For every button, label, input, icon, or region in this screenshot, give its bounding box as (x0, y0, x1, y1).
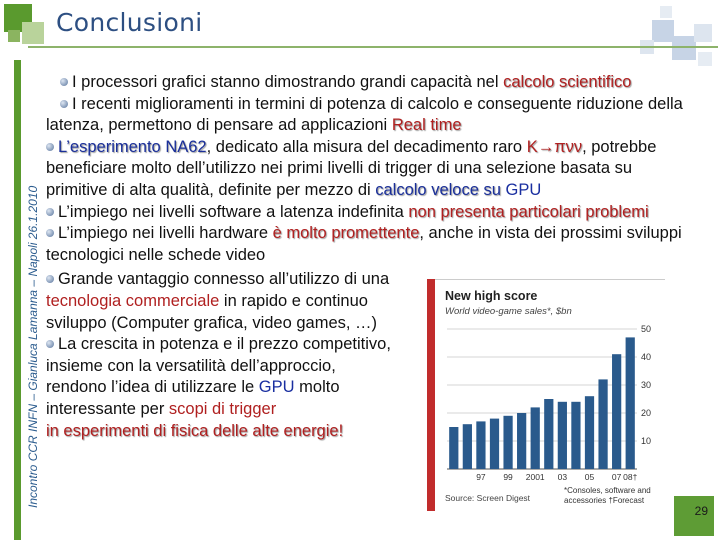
decor-square (8, 30, 20, 42)
highlight-text: non presenta particolari problemi (408, 202, 649, 221)
bullet-icon (46, 340, 54, 348)
decor-square (694, 24, 712, 42)
title-divider (28, 46, 718, 48)
bullet-text: in rapido e continuo sviluppo (Computer grafica, video games, …) (46, 291, 378, 332)
chart-bar (503, 416, 512, 469)
bullet-item (46, 269, 391, 334)
slide-title: Conclusioni (56, 8, 203, 37)
bullet-text: , anche in vista dei prossimi sviluppi tecnologici nelle schede video (46, 224, 682, 264)
chart-plot (427, 279, 665, 511)
highlight-text: calcolo veloce su (375, 180, 501, 199)
highlight-text: scopi di trigger (168, 399, 277, 418)
chart-bar (544, 399, 553, 469)
chart-bar (463, 424, 472, 469)
bullet-text: , potrebbe beneficiare molto dell’utilizzo nei primi livelli di trigger di una selezione basata su primitive di alta qualità, definite per mezzo di (46, 137, 657, 199)
y-tick-label: 20 (641, 408, 652, 418)
page-number: 29 (694, 504, 708, 518)
chart-bar (449, 427, 458, 469)
chart-bar (476, 421, 485, 469)
bullet-text: I processori grafici stanno dimostrando grandi capacità nel (72, 73, 504, 91)
y-tick-label: 10 (641, 436, 652, 446)
bullet-icon (46, 143, 54, 151)
x-tick-label: 03 (557, 472, 568, 482)
side-accent-bar (14, 60, 21, 540)
bullet-icon (46, 208, 54, 216)
bullet-item (46, 334, 391, 442)
chart-title: New high score (445, 289, 538, 303)
chart-bar (558, 402, 567, 469)
bullet-text: molto interessante per (46, 378, 340, 418)
x-tick-label: 07 (611, 472, 622, 482)
decor-square (652, 20, 674, 42)
chart-bar (626, 337, 635, 469)
chart-source: Source: Screen Digest (445, 493, 531, 503)
chart-bar (531, 407, 540, 469)
bullet-text: La crescita in potenza e il prezzo competitivo, insieme con la versatilità dell’approccio, rendono l’idea di utilizzare le (46, 335, 391, 397)
bullet-item (46, 202, 691, 224)
x-tick-label: 05 (584, 472, 595, 482)
highlight-text: GPU (258, 378, 295, 397)
highlight-text: Real time (391, 116, 462, 135)
chart-bar (571, 402, 580, 469)
forecast-label: †Forecast (608, 495, 645, 505)
bullet-item (46, 72, 691, 94)
chart-bar (490, 419, 499, 469)
decor-square (698, 52, 712, 66)
bullet-text: Grande vantaggio connesso all’utilizzo di una (58, 270, 390, 289)
bullet-icon (46, 275, 54, 283)
decor-square (660, 6, 672, 18)
highlight-text: in esperimenti di fisica delle alte energie! (46, 421, 344, 440)
x-tick-label: 97 (476, 472, 486, 482)
highlight-text: L’esperimento NA62 (58, 137, 207, 156)
bullet-text: GPU (500, 180, 542, 199)
bullet-icon (60, 100, 68, 108)
highlight-text: calcolo scientifico (503, 73, 632, 91)
y-tick-label: 40 (641, 352, 652, 362)
bullet-text: I recenti miglioramenti in termini di potenza di calcolo e conseguente riduzione della latenza, permettono di pensare ad applicazioni (46, 94, 683, 135)
chart-bar (585, 396, 594, 469)
highlight-text: tecnologia commerciale (46, 291, 220, 310)
bullet-item (46, 94, 691, 137)
x-tick-label: 2001 (525, 472, 545, 482)
y-tick-label: 30 (641, 380, 652, 390)
kaon-decay-formula: K→πνν (526, 137, 583, 156)
footnote-text: *Consoles, software and accessories (564, 486, 651, 505)
bullet-text: L’impiego nei livelli hardware (58, 224, 273, 243)
chart-bar (598, 379, 607, 469)
chart-bar (612, 354, 621, 469)
y-tick-label: 50 (641, 324, 652, 334)
side-caption: Incontro CCR INFN – Gianluca Lamanna – Napoli 26.1.2010 (26, 185, 40, 508)
bullet-icon (46, 229, 54, 237)
decor-square (672, 36, 696, 60)
bullet-icon (60, 78, 68, 86)
highlight-text: è molto promettente (272, 224, 420, 243)
chart-bar (517, 413, 526, 469)
bullet-text: L’impiego nei livelli software a latenza indefinita (58, 202, 409, 221)
chart-footnote (564, 486, 664, 505)
bullet-item (46, 137, 691, 202)
bullet-item (46, 223, 691, 266)
chart-subtitle: World video-game sales*, $bn (445, 306, 572, 317)
bullet-text: , dedicato alla misura del decadimento raro (206, 137, 527, 156)
video-game-sales-chart (427, 279, 665, 511)
x-tick-label: 08† (623, 472, 638, 482)
page-number-box (674, 496, 714, 536)
x-tick-label: 99 (503, 472, 513, 482)
